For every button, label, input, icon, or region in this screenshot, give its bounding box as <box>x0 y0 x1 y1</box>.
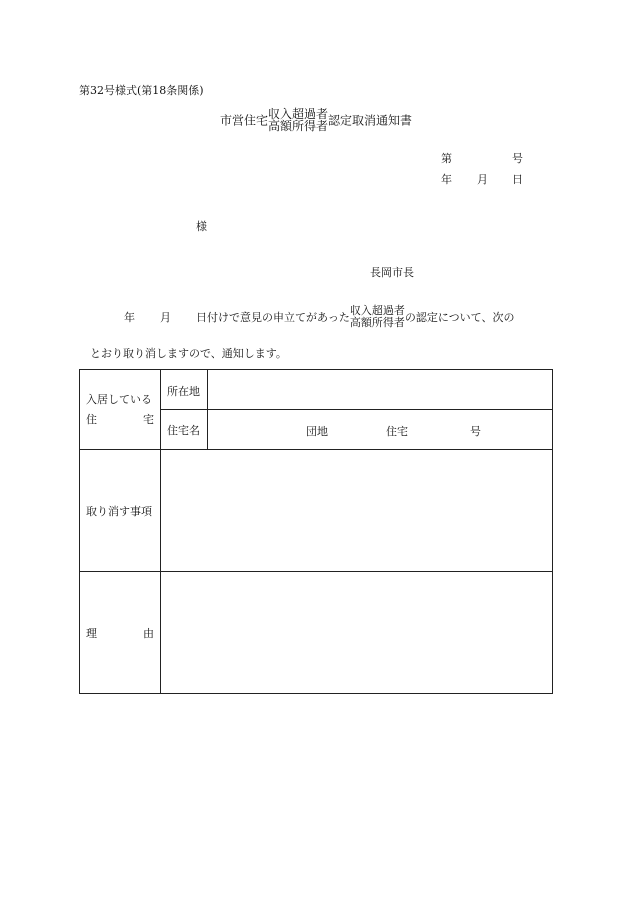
issuer-name: 長岡市長 <box>370 266 414 279</box>
jutaku-label: 住宅 <box>386 425 408 438</box>
date-year: 年 <box>441 173 452 186</box>
reason-label-cell <box>80 572 161 694</box>
date-day: 日 <box>512 173 523 186</box>
residence-label-ju: 住 <box>86 412 97 426</box>
cancel-items-value[interactable] <box>161 450 553 572</box>
doc-number-go: 号 <box>512 152 523 165</box>
reason-label-ri: 理 <box>86 626 97 640</box>
body-stack-bottom: 高額所得者 <box>349 316 405 329</box>
title-stack-bottom: 高額所得者 <box>268 119 329 133</box>
reason-label-yu: 由 <box>143 626 154 640</box>
doc-number-dai: 第 <box>441 152 452 165</box>
location-value[interactable] <box>208 370 553 410</box>
title-stack-top: 収入超過者 <box>268 107 329 121</box>
date-month: 月 <box>477 173 488 186</box>
residence-label-cell <box>80 370 161 450</box>
recipient-honorific: 様 <box>196 220 207 233</box>
notice-table <box>79 369 553 694</box>
danchi-label: 団地 <box>306 425 328 438</box>
residence-label-taku: 宅 <box>143 412 154 426</box>
body-month: 月 <box>160 311 171 324</box>
location-label: 所在地 <box>161 370 208 410</box>
row-reason <box>80 572 553 694</box>
body-stacked-terms <box>350 305 405 329</box>
row-cancel-items <box>80 450 553 572</box>
body-stack-top: 収入超過者 <box>349 304 405 317</box>
body-line-2: とおり取り消しますので、通知します。 <box>90 347 287 360</box>
title-suffix: 認定取消通知書 <box>328 113 413 128</box>
residence-label-line1: 入居している <box>86 392 152 406</box>
housing-name-label: 住宅名 <box>161 410 208 450</box>
body-tail: の認定について、次の <box>404 311 515 324</box>
cancel-items-label: 取り消す事項 <box>80 450 161 572</box>
form-number: 第32号様式(第18条関係) <box>79 84 204 97</box>
go-label: 号 <box>470 425 481 438</box>
document-title <box>220 108 412 132</box>
reason-value[interactable] <box>161 572 553 694</box>
housing-name-value[interactable] <box>208 410 553 450</box>
residence-label-line2 <box>86 410 154 430</box>
body-line-1 <box>124 305 514 329</box>
body-year: 年 <box>124 311 135 324</box>
reason-label <box>80 625 154 641</box>
title-stacked-terms <box>268 108 328 132</box>
body-day-text: 日付けで意見の申立てがあった <box>196 311 350 324</box>
row-location <box>80 370 553 410</box>
title-prefix: 市営住宅 <box>220 113 269 128</box>
